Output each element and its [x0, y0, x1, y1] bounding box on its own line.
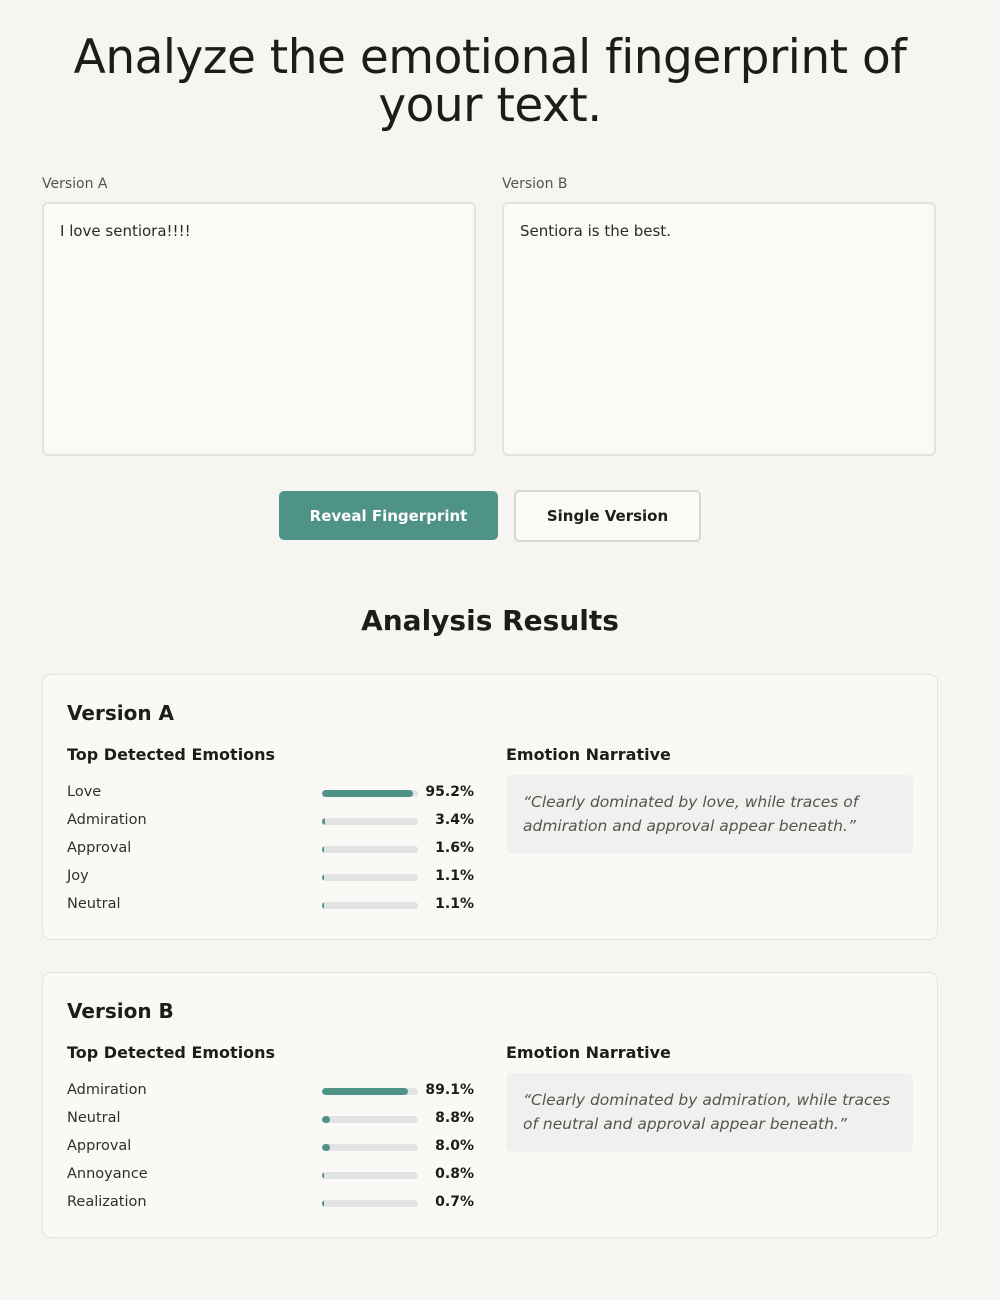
- emotion-percent: 89.1%: [425, 1082, 474, 1098]
- result-card-version-b: [42, 972, 938, 1238]
- page-title: Analyze the emotional fingerprint of your text.: [73, 30, 907, 133]
- emotion-name: Approval: [67, 840, 132, 856]
- emotion-bar-track: [322, 902, 418, 909]
- emotion-percent: 1.1%: [435, 868, 474, 884]
- emotion-row: [67, 1191, 477, 1219]
- reveal-fingerprint-button[interactable]: Reveal Fingerprint: [279, 491, 498, 540]
- emotion-bar-track: [322, 846, 418, 853]
- emotion-percent: 0.7%: [435, 1194, 474, 1210]
- emotion-row: [67, 837, 477, 865]
- emotion-percent: 3.4%: [435, 812, 474, 828]
- emotion-percent: 8.8%: [435, 1110, 474, 1126]
- emotion-row: [67, 865, 477, 893]
- version-a-input[interactable]: [42, 202, 476, 456]
- emotion-bar-track: [322, 1144, 418, 1151]
- emotion-row: [67, 1163, 477, 1191]
- emotion-name: Realization: [67, 1194, 147, 1210]
- emotion-bar-fill: [322, 1200, 324, 1207]
- emotion-bar-fill: [322, 846, 324, 853]
- emotion-percent: 95.2%: [425, 784, 474, 800]
- narrative-heading: Emotion Narrative: [506, 745, 671, 764]
- emotion-row: [67, 1135, 477, 1163]
- emotion-row: [67, 1079, 477, 1107]
- emotion-narrative: “Clearly dominated by admiration, while traces of neutral and approval appear beneath.”: [506, 1073, 913, 1152]
- emotion-bar-fill: [322, 874, 324, 881]
- emotion-bar-fill: [322, 1116, 330, 1123]
- emotion-list: [67, 781, 477, 921]
- single-version-button[interactable]: Single Version: [514, 490, 701, 542]
- emotion-list: [67, 1079, 477, 1219]
- emotion-row: [67, 893, 477, 921]
- result-card-version-a: [42, 674, 938, 940]
- narrative-heading: Emotion Narrative: [506, 1043, 671, 1062]
- emotion-name: Joy: [67, 868, 89, 884]
- emotion-bar-track: [322, 874, 418, 881]
- emotions-heading: Top Detected Emotions: [67, 1043, 276, 1062]
- results-title: Analysis Results: [361, 604, 619, 637]
- version-a-label: Version A: [42, 176, 108, 192]
- emotion-bar-track: [322, 1172, 418, 1179]
- emotion-bar-fill: [322, 1172, 324, 1179]
- emotion-name: Admiration: [67, 1082, 147, 1098]
- emotion-name: Approval: [67, 1138, 132, 1154]
- emotion-row: [67, 1107, 477, 1135]
- emotion-bar-track: [322, 818, 418, 825]
- emotion-name: Neutral: [67, 1110, 121, 1126]
- emotion-percent: 8.0%: [435, 1138, 474, 1154]
- emotion-name: Annoyance: [67, 1166, 148, 1182]
- emotion-bar-track: [322, 1088, 418, 1095]
- emotion-bar-track: [322, 1116, 418, 1123]
- emotion-name: Love: [67, 784, 102, 800]
- emotion-bar-track: [322, 1200, 418, 1207]
- emotion-percent: 1.1%: [435, 896, 474, 912]
- card-title: Version A: [67, 701, 174, 725]
- emotion-bar-fill: [322, 1144, 330, 1151]
- card-title: Version B: [67, 999, 174, 1023]
- emotion-percent: 0.8%: [435, 1166, 474, 1182]
- version-b-input[interactable]: [502, 202, 936, 456]
- emotion-row: [67, 781, 477, 809]
- emotion-bar-fill: [322, 902, 324, 909]
- version-b-label: Version B: [502, 176, 568, 192]
- emotion-percent: 1.6%: [435, 840, 474, 856]
- emotions-heading: Top Detected Emotions: [67, 745, 276, 764]
- emotion-bar-fill: [322, 1088, 408, 1095]
- emotion-bar-track: [322, 790, 418, 797]
- emotion-bar-fill: [322, 818, 325, 825]
- emotion-row: [67, 809, 477, 837]
- emotion-name: Neutral: [67, 896, 121, 912]
- emotion-name: Admiration: [67, 812, 147, 828]
- emotion-narrative: “Clearly dominated by love, while traces of admiration and approval appear beneath.”: [506, 775, 913, 854]
- emotion-bar-fill: [322, 790, 413, 797]
